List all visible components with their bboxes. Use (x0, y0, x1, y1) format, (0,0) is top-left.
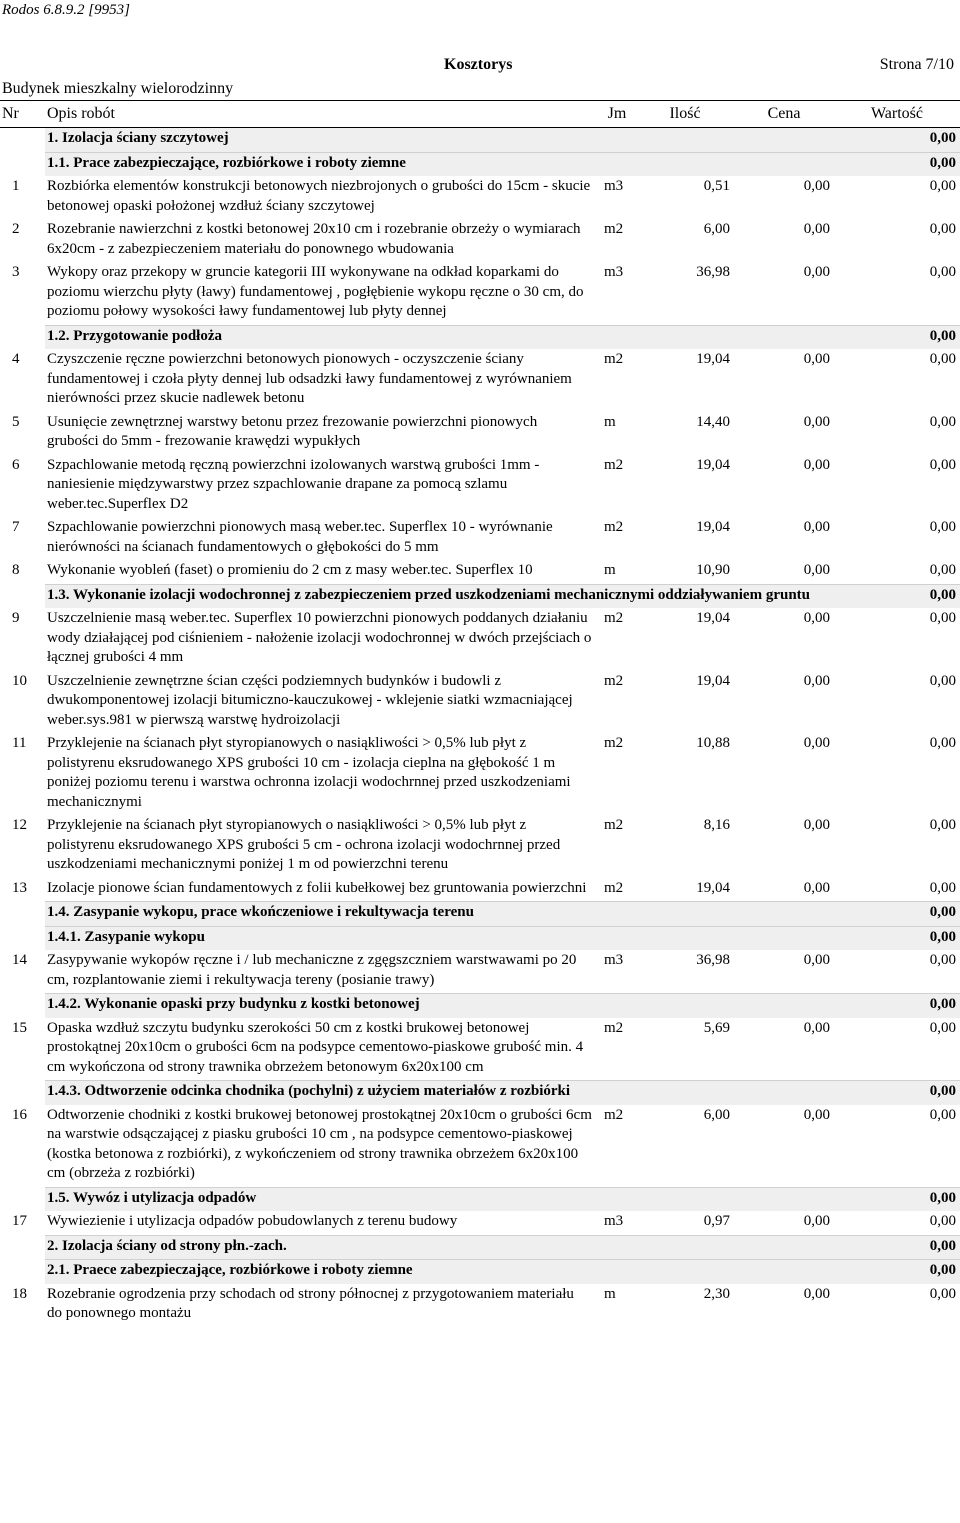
item-description: Przyklejenie na ścianach płyt styropianowych o nasiąkliwości > 0,5% lub płyt z polistyrenu eksrudowanego XPS grubości 5 cm - ochrona izolacji wodochrnnej przed uszkodzeniami mechanicznymi poniżej 1 m od powierzchni terenu (47, 817, 561, 872)
item-quantity: 2,30 (703, 1285, 730, 1302)
section-spacer (0, 1260, 45, 1284)
item-unit: m2 (604, 672, 624, 689)
item-unit: m2 (604, 221, 624, 237)
item-price: 0,00 (803, 672, 830, 689)
item-price: 0,00 (803, 610, 830, 626)
section-title: 1. Izolacja ściany szczytowej (45, 128, 834, 153)
section-total: 0,00 (834, 584, 960, 608)
item-description: Wykonanie wyobleń (faset) o promieniu do 2 cm z masy weber.tec. Superflex 10 (47, 562, 533, 578)
section-title: 2.1. Praece zabezpieczające, rozbiórkowe i roboty ziemne (45, 1260, 834, 1284)
item-description: Izolacje pionowe ścian fundamentowych z folii kubełkowej bez gruntowania powierzchni (47, 879, 587, 896)
section-title: 1.4.1. Zasypanie wykopu (45, 926, 834, 950)
section-spacer (0, 926, 45, 950)
item-unit: m2 (604, 456, 624, 473)
item-unit: m2 (604, 351, 624, 367)
section-spacer (0, 1081, 45, 1105)
item-quantity: 19,04 (696, 672, 730, 689)
section-total: 0,00 (834, 994, 960, 1018)
item-value: 0,00 (929, 610, 956, 626)
section-spacer (0, 1235, 45, 1260)
column-header-unit: Jm (598, 101, 636, 128)
item-value: 0,00 (929, 817, 956, 833)
item-quantity: 10,88 (696, 735, 730, 751)
section-total: 0,00 (834, 902, 960, 927)
section-row (0, 1081, 960, 1105)
item-row (0, 878, 960, 902)
item-quantity: 36,98 (696, 952, 730, 968)
section-row (0, 926, 960, 950)
item-quantity: 19,04 (696, 519, 730, 535)
section-total: 0,00 (834, 128, 960, 153)
section-spacer (0, 994, 45, 1018)
section-row (0, 1260, 960, 1284)
item-description: Przyklejenie na ścianach płyt styropianowych o nasiąkliwości > 0,5% lub płyt z polistyrenu eksrudowanego XPS grubości 10 cm - izolacja cieplna na głębokość 1 m poniżej poziomu terenu i warstwa ochronna izolacji wodochrnnej przed uszkodzeniami mechanicznymi (47, 735, 571, 810)
section-title: 1.5. Wywóz i utylizacja odpadów (45, 1187, 834, 1211)
item-value: 0,00 (929, 351, 956, 367)
section-total: 0,00 (834, 926, 960, 950)
item-quantity: 36,98 (696, 264, 730, 280)
page-number: Strona 7/10 (879, 56, 954, 73)
item-value: 0,00 (929, 1106, 956, 1123)
item-price: 0,00 (803, 562, 830, 578)
item-number: 17 (12, 1213, 27, 1229)
item-price: 0,00 (803, 735, 830, 751)
item-row (0, 1018, 960, 1081)
item-number: 6 (12, 456, 20, 473)
column-header-price: Cena (734, 101, 834, 128)
section-spacer (0, 325, 45, 349)
item-value: 0,00 (929, 952, 956, 968)
section-title: 1.4. Zasypanie wykopu, prace wkończeniowe i rekultywacja terenu (45, 902, 834, 927)
item-price: 0,00 (803, 456, 830, 473)
section-title: 1.4.3. Odtworzenie odcinka chodnika (pochylni) z użyciem materiałów z rozbiórki (45, 1081, 834, 1105)
item-description: Wykopy oraz przekopy w gruncie kategorii III wykonywane na odkład koparkami do poziomu wierzchu płyty (ławy) fundamentowej , pogłębienie wykopu ręczne o 30 cm, do poziomu połowy wysokości ławy fundamentowej lub płyty dennej (47, 264, 584, 319)
item-row (0, 733, 960, 815)
item-number: 11 (12, 735, 27, 751)
item-quantity: 0,51 (703, 178, 730, 194)
item-row (0, 219, 960, 262)
item-value: 0,00 (929, 178, 956, 194)
item-row (0, 1105, 960, 1188)
cost-estimate-table (0, 100, 960, 1327)
program-version: Rodos 6.8.9.2 [9953] (2, 2, 130, 18)
section-row (0, 1235, 960, 1260)
item-unit: m2 (604, 1106, 624, 1123)
item-number: 3 (12, 264, 20, 280)
column-header-description: Opis robót (45, 101, 598, 128)
column-header-quantity: Ilość (636, 101, 734, 128)
item-number: 1 (12, 178, 20, 194)
item-unit: m2 (604, 735, 624, 751)
item-row (0, 1284, 960, 1327)
item-unit: m3 (604, 264, 624, 280)
item-unit: m2 (604, 519, 624, 535)
item-description: Szpachlowanie powierzchni pionowych masą weber.tec. Superflex 10 - wyrównanie nierówności na ścianach fundamentowych o głębokości do 5 mm (47, 519, 553, 555)
item-description: Odtworzenie chodniki z kostki brukowej betonowej prostokątnej 20x10cm o grubości 6cm na warstwie odsączającej z piasku grubości 10 cm , na podsypce cementowo-piaskowej (kostka betonowa z rozbiórki), z wykończeniem od strony trawnika obrzeżem 6x20x100 cm (obrzeża z rozbiórki) (47, 1106, 592, 1181)
item-unit: m3 (604, 178, 624, 194)
section-spacer (0, 1187, 45, 1211)
item-row (0, 608, 960, 671)
table-body (0, 128, 960, 1327)
section-title: 1.4.2. Wykonanie opaski przy budynku z kostki betonowej (45, 994, 834, 1018)
item-unit: m (604, 413, 616, 430)
item-description: Usunięcie zewnętrznej warstwy betonu przez frezowanie powierzchni pionowych grubości do 5mm - frezowanie krawędzi wypukłych (47, 413, 538, 449)
item-description: Rozebranie nawierzchni z kostki betonowej 20x10 cm i rozebranie obrzeży o wymiarach 6x20cm - z zabezpieczeniem materiału do ponownego wbudowania (47, 221, 581, 257)
section-title: 2. Izolacja ściany od strony płn.-zach. (45, 1235, 834, 1260)
item-description: Rozbiórka elementów konstrukcji betonowych niezbrojonych o grubości do 15cm - skucie betonowej opaski położonej wzdłuż ściany szczytowej (47, 178, 591, 214)
item-price: 0,00 (803, 519, 830, 535)
project-name: Budynek mieszkalny wielorodzinny (2, 80, 234, 97)
section-title: 1.2. Przygotowanie podłoża (45, 325, 834, 349)
section-row (0, 994, 960, 1018)
item-row (0, 560, 960, 584)
item-quantity: 19,04 (696, 456, 730, 473)
item-value: 0,00 (929, 413, 956, 430)
item-row (0, 455, 960, 518)
section-total: 0,00 (834, 1081, 960, 1105)
item-row (0, 517, 960, 560)
item-description: Uszczelnienie zewnętrzne ścian części podziemnych budynków i budowli z dwukomponentowej izolacji bitumiczno-kauczukowej - wklejenie siatki wzmacniającej weber.sys.981 w pierwszą warstwę hydroizolacji (47, 672, 573, 728)
item-price: 0,00 (803, 1213, 830, 1229)
item-price: 0,00 (803, 952, 830, 968)
item-value: 0,00 (929, 519, 956, 535)
item-unit: m2 (604, 817, 624, 833)
item-quantity: 14,40 (696, 413, 730, 430)
section-row (0, 128, 960, 153)
section-spacer (0, 902, 45, 927)
item-quantity: 6,00 (703, 221, 730, 237)
section-title: 1.3. Wykonanie izolacji wodochronnej z zabezpieczeniem przed uszkodzeniami mechanicznymi oddziaływaniem gruntu (45, 584, 834, 608)
item-row (0, 176, 960, 219)
item-price: 0,00 (803, 1285, 830, 1302)
section-spacer (0, 584, 45, 608)
section-total: 0,00 (834, 325, 960, 349)
item-price: 0,00 (803, 1019, 830, 1036)
item-price: 0,00 (803, 817, 830, 833)
item-price: 0,00 (803, 351, 830, 367)
item-quantity: 19,04 (696, 610, 730, 626)
item-value: 0,00 (929, 735, 956, 751)
item-row (0, 262, 960, 325)
item-unit: m2 (604, 879, 624, 896)
item-row (0, 412, 960, 455)
table-header (0, 101, 960, 128)
item-unit: m (604, 562, 616, 578)
item-row (0, 950, 960, 994)
item-quantity: 0,97 (703, 1213, 730, 1229)
item-number: 18 (12, 1285, 27, 1302)
section-total: 0,00 (834, 1235, 960, 1260)
section-spacer (0, 152, 45, 176)
item-number: 7 (12, 519, 20, 535)
item-quantity: 8,16 (703, 817, 730, 833)
item-description: Czyszczenie ręczne powierzchni betonowych pionowych - oczyszczenie ściany fundamentowej i czoła płyty dennej lub odsadzki ławy fundamentowej z wyrównaniem nierówności przez skucie nadlewek betonu (47, 351, 572, 406)
item-description: Zasypywanie wykopów ręczne i / lub mechaniczne z zgęgszczniem warstwawami po 20 cm, rozplantowanie ziemi i rekultywacja tereny (posianie trawy) (47, 952, 577, 988)
item-value: 0,00 (929, 672, 956, 689)
item-value: 0,00 (929, 221, 956, 237)
item-number: 8 (12, 562, 20, 578)
item-number: 13 (12, 879, 27, 896)
item-value: 0,00 (929, 264, 956, 280)
item-value: 0,00 (929, 879, 956, 896)
item-price: 0,00 (803, 413, 830, 430)
section-row (0, 325, 960, 349)
item-row (0, 815, 960, 878)
item-number: 12 (12, 817, 27, 833)
item-price: 0,00 (803, 879, 830, 896)
item-quantity: 6,00 (703, 1106, 730, 1123)
item-unit: m (604, 1285, 616, 1302)
item-number: 16 (12, 1106, 27, 1123)
item-unit: m2 (604, 610, 624, 626)
item-quantity: 19,04 (696, 351, 730, 367)
item-quantity: 10,90 (696, 562, 730, 578)
item-quantity: 5,69 (703, 1019, 730, 1036)
section-row (0, 1187, 960, 1211)
item-description: Uszczelnienie masą weber.tec. Superflex 10 powierzchni pionowych poddanych działaniu wody działającej pod ciśnieniem - nałożenie izolacji wodochronnej w dwóch przejściach o łącznej grubości 4 mm (47, 610, 592, 665)
item-value: 0,00 (929, 1213, 956, 1229)
item-number: 9 (12, 610, 20, 626)
section-title: 1.1. Prace zabezpieczające, rozbiórkowe i roboty ziemne (45, 152, 834, 176)
document-title: Kosztorys (444, 56, 513, 73)
item-row (0, 671, 960, 734)
item-price: 0,00 (803, 221, 830, 237)
item-number: 14 (12, 952, 27, 968)
item-description: Szpachlowanie metodą ręczną powierzchni izolowanych warstwą grubości 1mm - naniesienie międzywarstwy przez szpachlowanie drapane za pomocą szlamu weber.tec.Superflex D2 (47, 456, 540, 512)
section-total: 0,00 (834, 152, 960, 176)
item-row (0, 1211, 960, 1235)
section-total: 0,00 (834, 1187, 960, 1211)
item-row (0, 349, 960, 412)
section-total: 0,00 (834, 1260, 960, 1284)
item-unit: m3 (604, 1213, 624, 1229)
item-number: 15 (12, 1019, 27, 1036)
item-unit: m3 (604, 952, 624, 968)
section-spacer (0, 128, 45, 153)
item-quantity: 19,04 (696, 879, 730, 896)
item-price: 0,00 (803, 178, 830, 194)
item-value: 0,00 (929, 456, 956, 473)
item-number: 2 (12, 221, 20, 237)
item-value: 0,00 (929, 1285, 956, 1302)
item-number: 10 (12, 672, 27, 689)
item-value: 0,00 (929, 562, 956, 578)
item-value: 0,00 (929, 1019, 956, 1036)
item-number: 4 (12, 351, 20, 367)
item-number: 5 (12, 413, 20, 430)
item-description: Rozebranie ogrodzenia przy schodach od strony północnej z przygotowaniem materiału do ponownego montażu (47, 1285, 574, 1321)
item-description: Wywiezienie i utylizacja odpadów pobudowlanych z terenu budowy (47, 1213, 458, 1229)
column-header-nr: Nr (0, 101, 45, 128)
column-header-value: Wartość (834, 101, 960, 128)
section-row (0, 584, 960, 608)
item-unit: m2 (604, 1019, 624, 1036)
item-description: Opaska wzdłuż szczytu budynku szerokości 50 cm z kostki brukowej betonowej prostokątnej 20x10cm o grubości 6cm na podsypce cementowo-piaskowe grubość min. 4 cm wykończona od strony trawnika obrzeżem betonowym 6x20x100 cm (47, 1019, 584, 1075)
item-price: 0,00 (803, 1106, 830, 1123)
section-row (0, 152, 960, 176)
section-row (0, 902, 960, 927)
item-price: 0,00 (803, 264, 830, 280)
